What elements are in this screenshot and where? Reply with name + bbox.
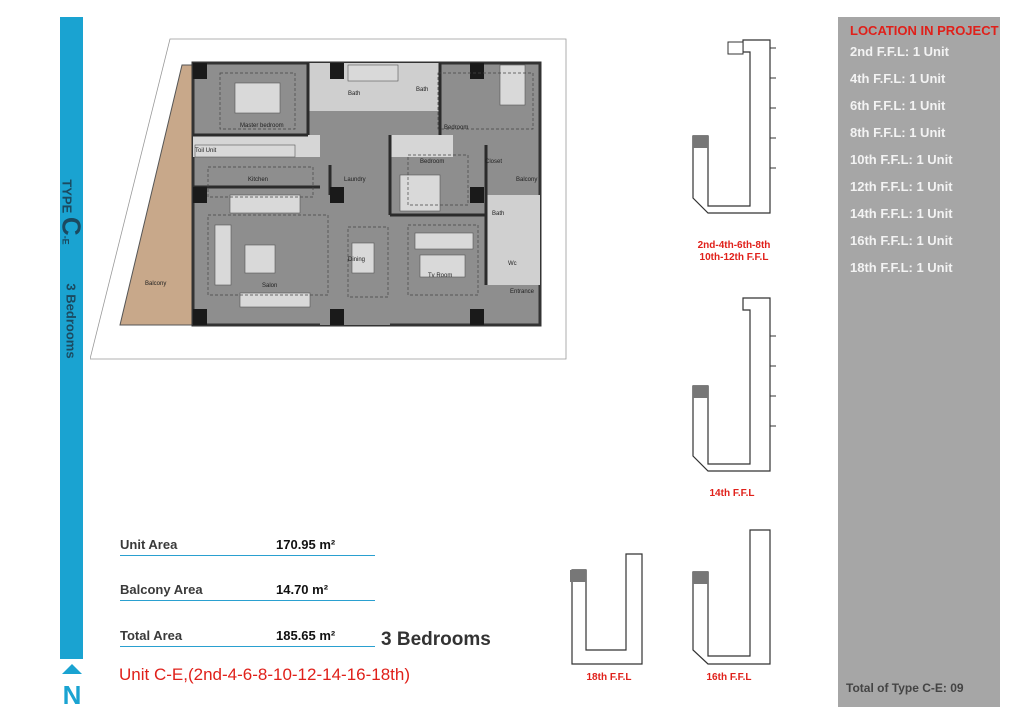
type-prefix: TYPE [59,179,75,214]
location-panel [838,17,1000,707]
bedrooms-title: 3 Bedrooms [381,629,491,650]
room-kitchen: Kitchen [248,177,269,183]
room-bedroom-2: Bedroom [420,159,445,165]
location-item: 8th F.F.L: 1 Unit [850,125,946,140]
room-toilet-unit: Toil Unit [195,148,217,154]
room-bedroom-1: Bedroom [444,125,469,131]
total-area-value: 185.65 m² [276,628,336,643]
keyplan-16th [688,528,778,670]
sidebar-bedrooms-label: 3 Bedrooms [63,283,79,359]
room-master-bedroom: Master bedroom [240,123,284,129]
total-of-type: Total of Type C-E: 09 [846,681,964,695]
keyplan-18th [566,550,650,670]
room-bath-3: Bath [492,211,505,217]
location-item: 14th F.F.L: 1 Unit [850,206,953,221]
unit-area-value: 170.95 m² [276,537,336,552]
type-letter: C [56,216,87,236]
location-item: 16th F.F.L: 1 Unit [850,233,953,248]
location-title: LOCATION IN PROJECT [850,23,999,38]
location-item: 4th F.F.L: 1 Unit [850,71,946,86]
total-area-label: Total Area [120,628,183,643]
location-item: 6th F.F.L: 1 Unit [850,98,946,113]
location-item: 2nd F.F.L: 1 Unit [850,44,949,59]
keyplan-3-label: 18th F.F.L [586,672,632,683]
balcony-area-row [120,580,375,601]
room-salon: Salon [262,283,278,289]
north-arrow-icon [58,662,86,708]
room-entrance: Entrance [510,289,535,295]
room-dining: Dining [348,257,366,263]
room-tv-room: Tv Room [428,273,453,279]
floor-plan [90,35,570,363]
unit-area-label: Unit Area [120,537,178,552]
location-item: 18th F.F.L: 1 Unit [850,260,953,275]
room-closet: Closet [485,159,503,165]
total-area-row [120,626,375,647]
north-label: N [62,680,82,708]
unit-type-label [56,179,87,244]
balcony-area-label: Balcony Area [120,582,203,597]
keyplan-4-label: 16th F.F.L [706,672,752,683]
balcony-area-value: 14.70 m² [276,582,329,597]
room-wc: Wc [508,261,517,267]
room-bath-2: Bath [416,87,429,93]
keyplan-2nd-12th [688,38,778,238]
location-item: 10th F.F.L: 1 Unit [850,152,953,167]
keyplan-2-label: 14th F.F.L [709,488,755,499]
keyplan-14th [688,296,778,486]
keyplan-1-label [682,240,786,264]
unit-area-row [120,535,375,556]
type-sub: -E [60,235,71,245]
room-bath-1: Bath [348,91,361,97]
room-balcony: Balcony [145,281,167,287]
room-laundry: Laundry [344,177,366,183]
location-item: 12th F.F.L: 1 Unit [850,179,953,194]
keyplan-1-label-b: 10th-12th F.F.L [699,252,769,263]
room-balcony-small: Balcony [516,177,538,183]
unit-floors-line: Unit C-E,(2nd-4-6-8-10-12-14-16-18th) [119,665,411,684]
keyplan-1-label-a: 2nd-4th-6th-8th [697,240,771,251]
